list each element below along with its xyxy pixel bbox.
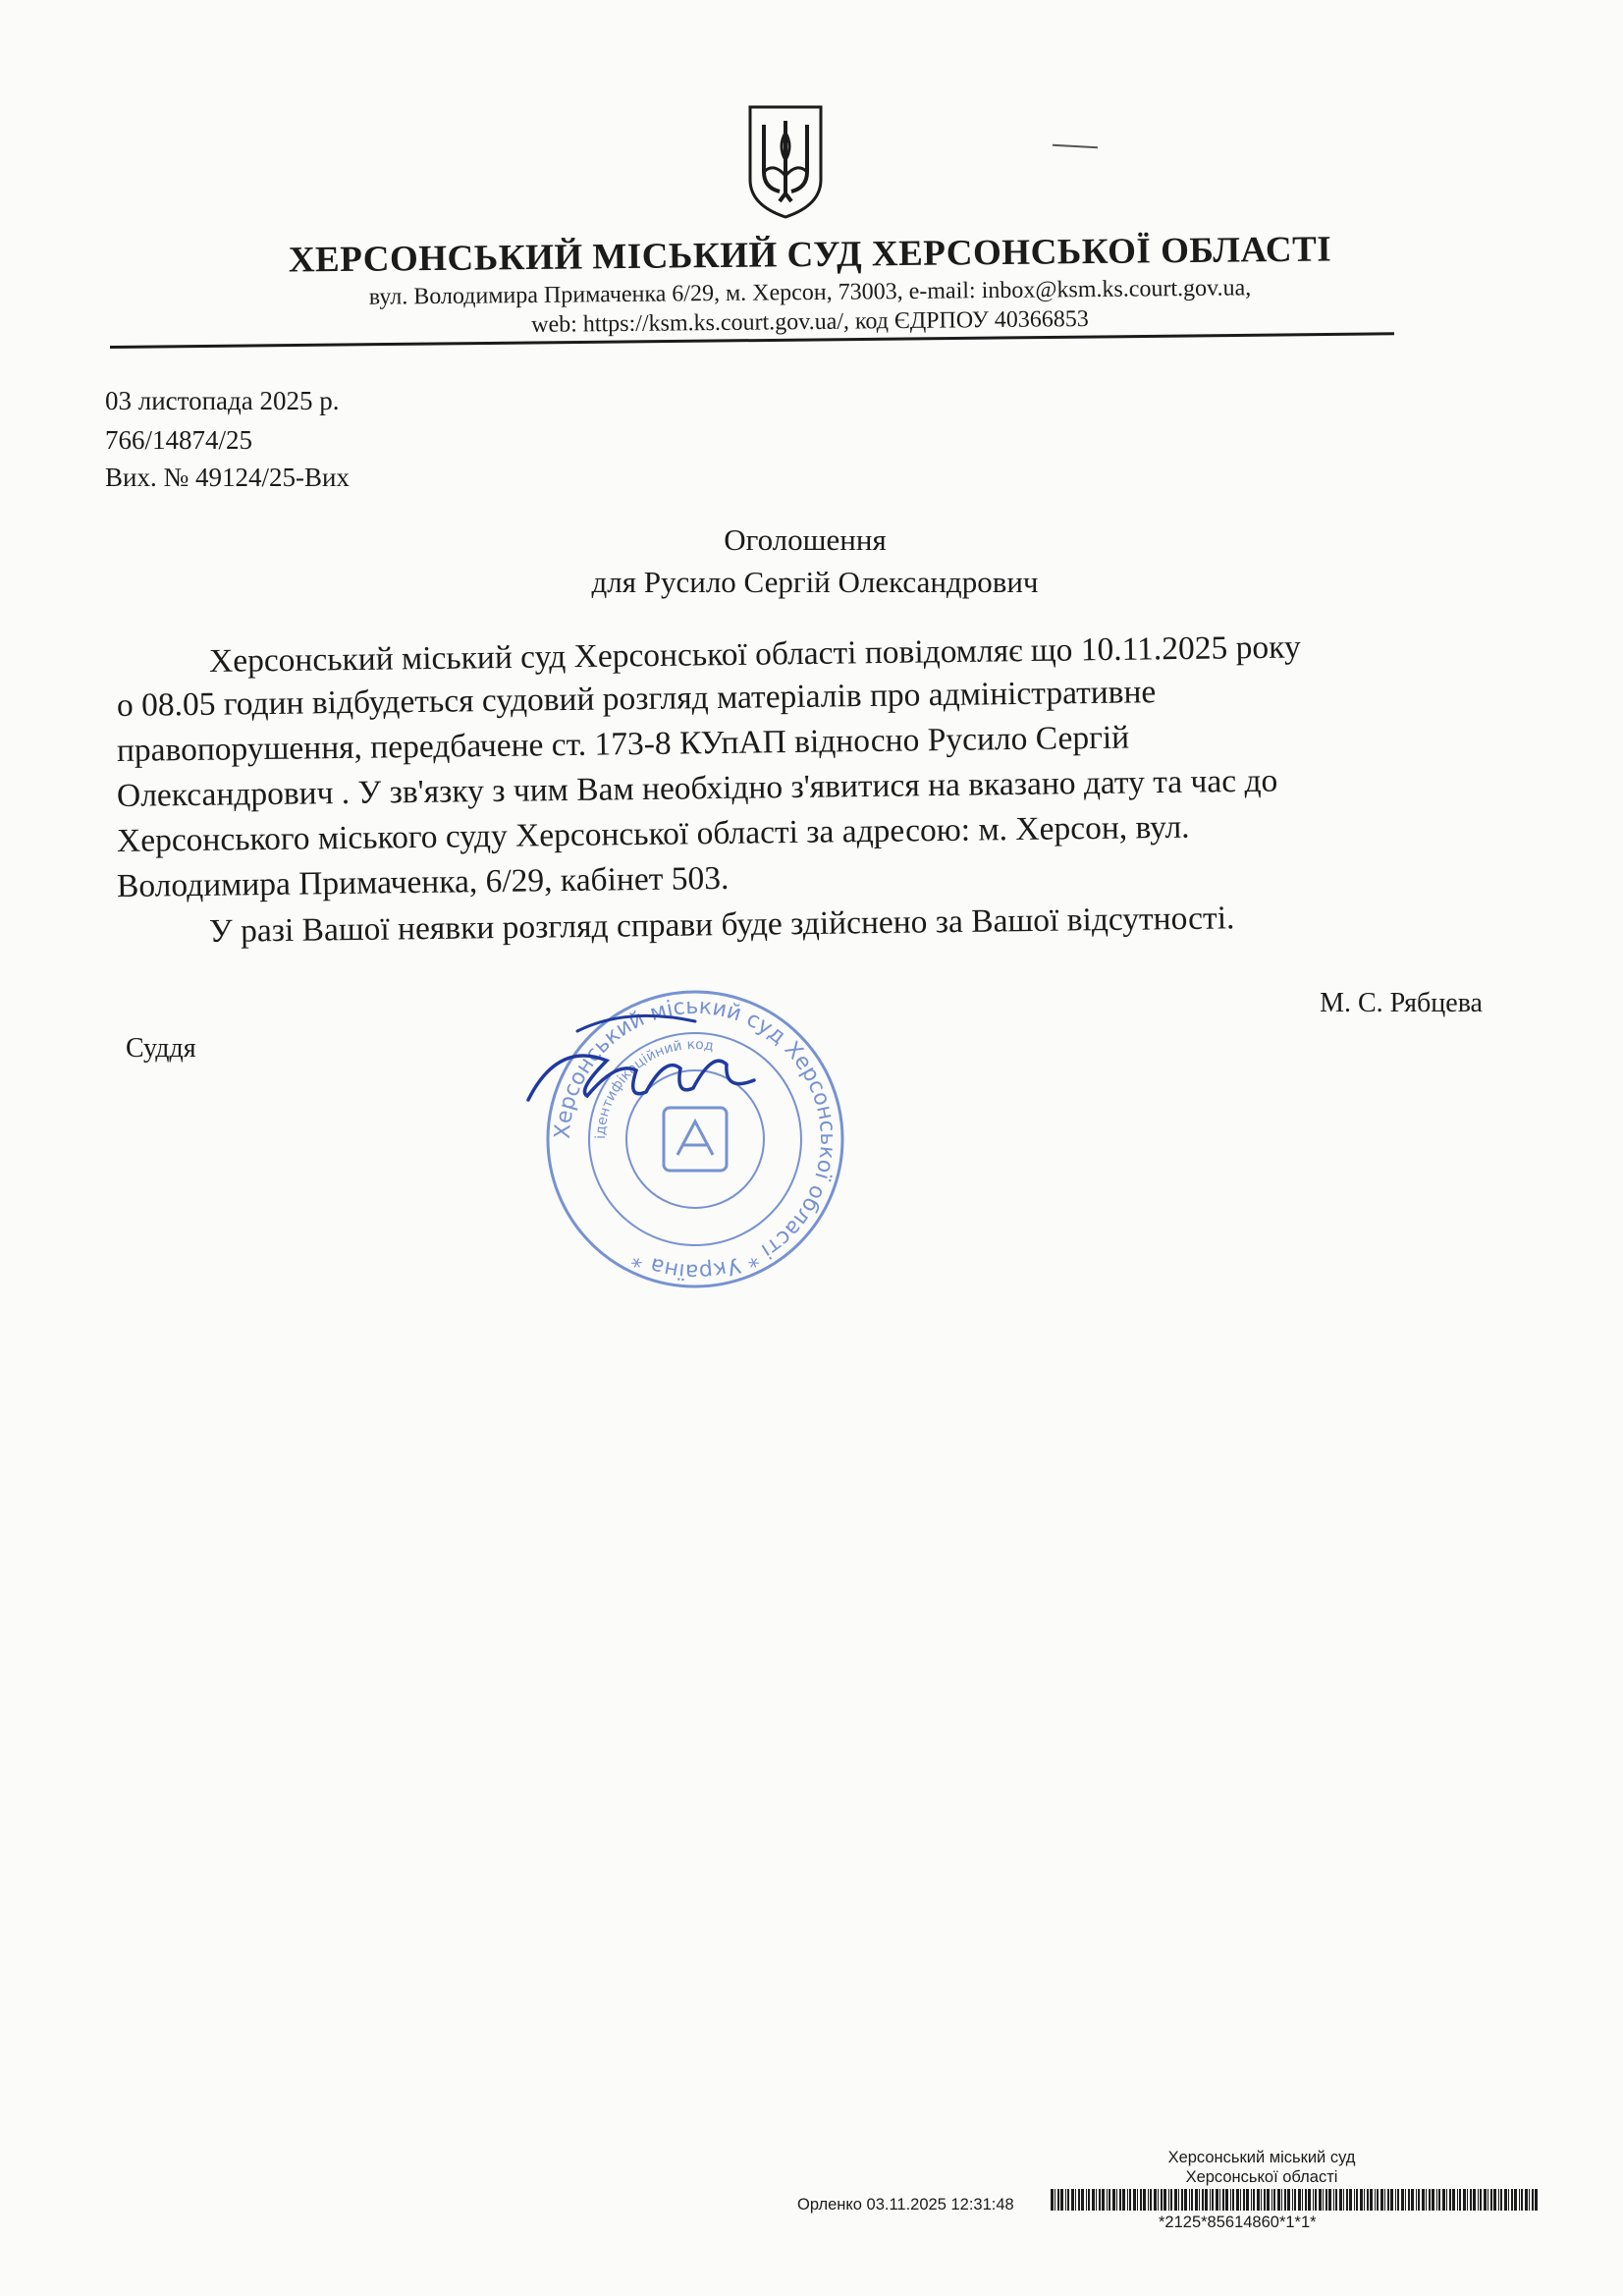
barcode-bar xyxy=(1271,2189,1272,2211)
barcode-bar xyxy=(1387,2189,1389,2211)
barcode-bar xyxy=(1384,2189,1385,2211)
barcode-bar xyxy=(1222,2189,1224,2211)
barcode-bar xyxy=(1325,2189,1327,2211)
barcode-bar xyxy=(1191,2189,1193,2211)
barcode-bar xyxy=(1377,2189,1379,2211)
barcode-bar xyxy=(1067,2189,1069,2211)
barcode-bar xyxy=(1107,2189,1108,2211)
barcode-bar xyxy=(1354,2189,1355,2211)
barcode-bar xyxy=(1102,2189,1105,2211)
barcode-bar xyxy=(1429,2189,1431,2211)
stamp-outer-text: Херсонський міський суд Херсонської області * Україна * xyxy=(550,994,840,1285)
barcode-bar xyxy=(1335,2189,1337,2211)
document-date: 03 листопада 2025 р. xyxy=(105,386,340,415)
barcode-bar xyxy=(1525,2189,1528,2211)
barcode-bar xyxy=(1375,2189,1376,2211)
court-address-line2: web: https://ksm.ks.court.gov.ua/, код ЄДРПОУ 40366853 xyxy=(531,306,1089,338)
barcode-bar xyxy=(1305,2189,1307,2211)
barcode-bar xyxy=(1078,2189,1080,2211)
barcode-bar xyxy=(1232,2189,1234,2211)
barcode-bar xyxy=(1140,2189,1142,2211)
barcode-bar xyxy=(1493,2189,1496,2211)
barcode-bar xyxy=(1328,2189,1331,2211)
barcode-bar xyxy=(1065,2189,1066,2211)
barcode-bar xyxy=(1129,2189,1131,2211)
barcode-bar xyxy=(1178,2189,1179,2211)
barcode-bar xyxy=(1116,2189,1117,2211)
barcode-bar xyxy=(1390,2189,1393,2211)
barcode-bar xyxy=(1236,2189,1239,2211)
barcode-bar xyxy=(1109,2189,1110,2211)
barcode-bar xyxy=(1161,2189,1163,2211)
barcode-bar xyxy=(1202,2189,1204,2211)
barcode-bar xyxy=(1302,2189,1303,2211)
barcode-bar xyxy=(1323,2189,1324,2211)
barcode-bar xyxy=(1150,2189,1152,2211)
barcode-icon xyxy=(1051,2189,1542,2211)
barcode-bar xyxy=(1199,2189,1200,2211)
registration-org-line1: Херсонський міський суд xyxy=(1167,2149,1356,2166)
barcode-bar xyxy=(1148,2189,1149,2211)
barcode-bar xyxy=(1452,2189,1455,2211)
barcode-bar xyxy=(1463,2189,1466,2211)
barcode-bar xyxy=(1480,2189,1482,2211)
barcode-bar xyxy=(1470,2189,1472,2211)
notice-body-line: Херсонського міського суду Херсонської області за адресою: м. Херсон, вул. xyxy=(116,808,1190,859)
barcode-bar xyxy=(1170,2189,1172,2211)
barcode-bar xyxy=(1060,2189,1063,2211)
barcode-bar xyxy=(1057,2189,1059,2211)
barcode-bar xyxy=(1416,2189,1417,2211)
barcode-bar xyxy=(1240,2189,1241,2211)
barcode-bar xyxy=(1319,2189,1322,2211)
barcode-bar xyxy=(1529,2189,1530,2211)
barcode-bar xyxy=(1251,2189,1252,2211)
barcode-bar xyxy=(1086,2189,1087,2211)
barcode-bar xyxy=(1408,2189,1410,2211)
barcode-bar xyxy=(1508,2189,1509,2211)
judge-name: М. С. Рябцева xyxy=(1320,988,1483,1018)
barcode-bar xyxy=(1096,2189,1097,2211)
barcode-bar xyxy=(1294,2189,1296,2211)
barcode-bar xyxy=(1119,2189,1121,2211)
barcode-bar xyxy=(1356,2189,1358,2211)
barcode-bar xyxy=(1051,2189,1054,2211)
barcode-bar xyxy=(1163,2189,1166,2211)
barcode-bar xyxy=(1401,2189,1404,2211)
barcode-bar xyxy=(1498,2189,1499,2211)
barcode-bar xyxy=(1519,2189,1520,2211)
barcode-bar xyxy=(1092,2189,1095,2211)
barcode-bar xyxy=(1449,2189,1451,2211)
barcode-bar xyxy=(1205,2189,1208,2211)
barcode-bar xyxy=(1418,2189,1420,2211)
barcode-bar xyxy=(1127,2189,1128,2211)
barcode-bar xyxy=(1438,2189,1440,2211)
judge-label: Суддя xyxy=(126,1033,196,1064)
barcode-bar xyxy=(1257,2189,1260,2211)
barcode-bar xyxy=(1436,2189,1437,2211)
barcode-bar xyxy=(1210,2189,1211,2211)
barcode-bar xyxy=(1253,2189,1255,2211)
registration-code: *2125*85614860*1*1* xyxy=(1159,2214,1317,2231)
notice-body-line: правопорушення, передбачене ст. 173-8 КУпАП відносно Русило Сергій xyxy=(116,719,1130,769)
barcode-bar xyxy=(1273,2189,1275,2211)
barcode-bar xyxy=(1422,2189,1425,2211)
handwritten-signature-icon xyxy=(518,1002,764,1120)
barcode-bar xyxy=(1081,2189,1084,2211)
barcode-bar xyxy=(1133,2189,1136,2211)
barcode-bar xyxy=(1184,2189,1187,2211)
barcode-bar xyxy=(1181,2189,1183,2211)
barcode-bar xyxy=(1281,2189,1282,2211)
barcode-bar xyxy=(1216,2189,1218,2211)
barcode-bar xyxy=(1267,2189,1270,2211)
barcode-bar xyxy=(1143,2189,1146,2211)
barcode-bar xyxy=(1333,2189,1334,2211)
barcode-bar xyxy=(1514,2189,1517,2211)
barcode-bar xyxy=(1122,2189,1125,2211)
notice-body-line: о 08.05 годин відбудеться судовий розгляд матеріалів про адміністративне xyxy=(116,674,1157,724)
barcode-bar xyxy=(1446,2189,1447,2211)
court-address-line1: вул. Володимира Примаченка 6/29, м. Херсон, 73003, e-mail: inbox@ksm.ks.court.gov.ua, xyxy=(368,275,1252,310)
barcode-bar xyxy=(1313,2189,1314,2211)
barcode-bar xyxy=(1243,2189,1245,2211)
barcode-bar xyxy=(1168,2189,1169,2211)
barcode-bar xyxy=(1099,2189,1101,2211)
outgoing-number: Вих. № 49124/25-Вих xyxy=(105,463,350,492)
barcode-bar xyxy=(1339,2189,1342,2211)
barcode-bar xyxy=(1490,2189,1492,2211)
barcode-bar xyxy=(1473,2189,1476,2211)
registration-org-line2: Херсонської області xyxy=(1185,2168,1338,2186)
registration-operator-timestamp: Орленко 03.11.2025 12:31:48 xyxy=(797,2196,1014,2214)
barcode-bar xyxy=(1432,2189,1434,2211)
notice-body-line: Херсонський міський суд Херсонської області повідомляє що 10.11.2025 року xyxy=(208,629,1301,680)
barcode-bar xyxy=(1478,2189,1479,2211)
barcode-bar xyxy=(1212,2189,1214,2211)
barcode-bar xyxy=(1298,2189,1301,2211)
barcode-bar xyxy=(1397,2189,1399,2211)
barcode-bar xyxy=(1395,2189,1396,2211)
barcode-bar xyxy=(1364,2189,1365,2211)
stamp-inner-text: ідентифікаційний код xyxy=(592,1036,715,1140)
barcode-bar xyxy=(1071,2189,1074,2211)
barcode-bar xyxy=(1349,2189,1352,2211)
notice-body-line: Володимира Примаченка, 6/29, кабінет 503. xyxy=(116,859,730,904)
barcode-bar xyxy=(1315,2189,1317,2211)
case-number: 766/14874/25 xyxy=(105,425,253,455)
barcode-bar xyxy=(1380,2189,1383,2211)
barcode-bar xyxy=(1370,2189,1373,2211)
barcode-bar xyxy=(1154,2189,1157,2211)
court-name: ХЕРСОНСЬКИЙ МІСЬКИЙ СУД ХЕРСОНСЬКОЇ ОБЛАСТІ xyxy=(288,229,1332,281)
barcode-bar xyxy=(1442,2189,1445,2211)
barcode-bar xyxy=(1261,2189,1262,2211)
barcode-bar xyxy=(1467,2189,1468,2211)
barcode-bar xyxy=(1346,2189,1348,2211)
barcode-bar xyxy=(1075,2189,1076,2211)
barcode-bar xyxy=(1112,2189,1115,2211)
barcode-bar xyxy=(1457,2189,1458,2211)
barcode-bar xyxy=(1292,2189,1293,2211)
barcode-bar xyxy=(1532,2189,1534,2211)
notice-body-line: Олександрович . У зв'язку з чим Вам необхідно з'явитися на вказано дату та час до xyxy=(116,762,1278,814)
barcode-bar xyxy=(1459,2189,1461,2211)
barcode-bar xyxy=(1367,2189,1369,2211)
barcode-bar xyxy=(1137,2189,1138,2211)
barcode-bar xyxy=(1521,2189,1523,2211)
barcode-bar xyxy=(1284,2189,1286,2211)
barcode-bar xyxy=(1174,2189,1177,2211)
notice-title: Оголошення xyxy=(724,522,887,557)
barcode-bar xyxy=(1411,2189,1414,2211)
barcode-bar xyxy=(1535,2189,1538,2211)
barcode-bar xyxy=(1264,2189,1266,2211)
notice-addressee: для Русило Сергій Олександрович xyxy=(591,565,1039,599)
barcode-bar xyxy=(1088,2189,1090,2211)
barcode-bar xyxy=(1308,2189,1311,2211)
barcode-bar xyxy=(1219,2189,1220,2211)
barcode-bar xyxy=(1195,2189,1198,2211)
barcode-bar xyxy=(1360,2189,1363,2211)
barcode-bar xyxy=(1158,2189,1159,2211)
barcode-bar xyxy=(1230,2189,1231,2211)
barcode-bar xyxy=(1426,2189,1427,2211)
barcode-bar xyxy=(1277,2189,1280,2211)
barcode-bar xyxy=(1343,2189,1344,2211)
trident-coat-of-arms-icon xyxy=(746,103,825,219)
barcode-bar xyxy=(1405,2189,1406,2211)
barcode-bar xyxy=(1500,2189,1502,2211)
notice-body-line: У разі Вашої неявки розгляд справи буде здійснено за Вашої відсутності. xyxy=(208,900,1235,950)
barcode-bar xyxy=(1287,2189,1290,2211)
scan-artifact xyxy=(1053,144,1098,148)
barcode-bar xyxy=(1511,2189,1513,2211)
barcode-bar xyxy=(1246,2189,1249,2211)
barcode-bar xyxy=(1189,2189,1190,2211)
barcode-bar xyxy=(1504,2189,1507,2211)
barcode-bar xyxy=(1484,2189,1487,2211)
barcode-bar xyxy=(1225,2189,1228,2211)
